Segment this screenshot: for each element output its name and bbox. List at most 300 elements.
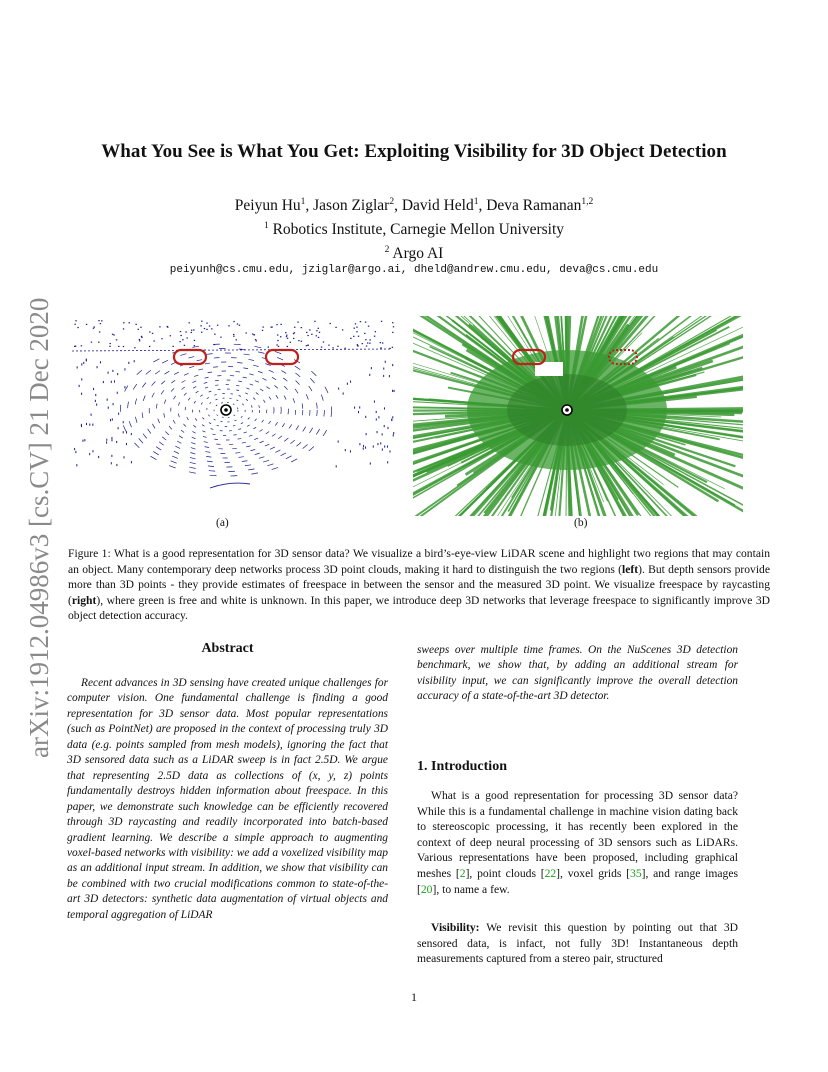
- lidar-point: [81, 424, 82, 426]
- lidar-point: [359, 443, 360, 445]
- lidar-point: [323, 341, 324, 342]
- lidar-point: [152, 333, 153, 334]
- lidar-point: [369, 343, 370, 344]
- lidar-point: [131, 433, 132, 435]
- lidar-point: [116, 441, 117, 443]
- lidar-point: [285, 332, 286, 333]
- lidar-point: [268, 346, 269, 347]
- lidar-point: [182, 339, 183, 340]
- lidar-point: [277, 334, 278, 335]
- lidar-point: [74, 324, 75, 325]
- lidar-point: [214, 334, 215, 335]
- lidar-point: [96, 404, 97, 406]
- lidar-point: [149, 346, 150, 347]
- lidar-point: [343, 392, 344, 394]
- lidar-point: [101, 320, 102, 321]
- lidar-point: [384, 445, 385, 447]
- lidar-point: [332, 347, 333, 348]
- lidar-point: [172, 346, 173, 347]
- lidar-point: [81, 345, 82, 346]
- lidar-point: [309, 329, 310, 330]
- lidar-point: [118, 346, 119, 347]
- lidar-point: [366, 433, 367, 435]
- lidar-point: [245, 332, 246, 333]
- lidar-point: [194, 340, 195, 341]
- lidar-point: [123, 421, 124, 423]
- text-run: (x, y, z): [308, 769, 353, 782]
- lidar-point: [365, 416, 366, 418]
- lidar-point: [336, 465, 337, 467]
- lidar-point: [344, 348, 345, 349]
- lidar-point: [161, 338, 162, 339]
- lidar-point: [370, 462, 371, 464]
- lidar-point: [82, 440, 83, 442]
- lidar-point: [342, 329, 343, 330]
- lidar-point: [392, 416, 393, 418]
- lidar-point: [188, 322, 189, 323]
- citation-link[interactable]: 22: [544, 866, 557, 880]
- lidar-point: [330, 323, 331, 324]
- lidar-point: [286, 335, 287, 336]
- lidar-point: [392, 390, 393, 392]
- lidar-point: [237, 323, 238, 324]
- citation-link[interactable]: 20: [420, 882, 433, 896]
- text-run: ], voxel grids [: [556, 866, 631, 880]
- lidar-point: [98, 320, 99, 321]
- lidar-point: [111, 455, 112, 457]
- lidar-point: [262, 326, 263, 327]
- lidar-point: [280, 324, 281, 325]
- lidar-point: [306, 332, 307, 333]
- lidar-point: [153, 340, 154, 341]
- lidar-point: [206, 323, 207, 324]
- freespace-plot: [413, 316, 743, 516]
- lidar-point: [358, 336, 359, 337]
- lidar-point: [382, 448, 383, 450]
- lidar-point: [375, 331, 376, 332]
- lidar-point: [376, 411, 377, 413]
- lidar-point: [92, 450, 93, 452]
- lidar-point: [382, 342, 383, 343]
- lidar-point: [367, 342, 368, 343]
- lidar-point: [100, 323, 101, 324]
- lidar-point: [290, 342, 291, 343]
- lidar-point: [77, 327, 78, 328]
- lidar-point: [193, 329, 194, 330]
- lidar-point: [294, 332, 295, 333]
- lidar-point: [204, 328, 205, 329]
- lidar-point: [369, 339, 370, 340]
- lidar-point: [201, 321, 202, 322]
- lidar-point: [75, 451, 76, 453]
- lidar-point: [106, 439, 107, 441]
- text-run: ], and range images [: [417, 866, 739, 896]
- lidar-point: [378, 416, 379, 418]
- lidar-point: [254, 334, 255, 335]
- text-run: points fundamentally destroys hidden information about freespace. In this paper, we demonstrate such knowledge can be efficiently recovered through 3D raycasting and readily incorporated into batch-based gradient learning. We describe a simple approach to augmenting voxel-based networks with visibility: we add a voxelized visibility map as an additional input stream. In addition, we show that visibility can be combined with two crucial modifications common to state-of-the-art 3D detectors: synthetic data augmentation of virtual objects and temporal aggregation of LiDAR: [67, 769, 389, 921]
- lidar-point: [297, 322, 298, 323]
- lidar-point: [316, 330, 317, 331]
- arxiv-stamp-text: arXiv:1912.04986v3 [cs.CV] 21 Dec 2020: [24, 297, 54, 758]
- lidar-point: [392, 332, 393, 333]
- highlight-region-2: [266, 350, 298, 364]
- lidar-point: [294, 327, 295, 328]
- lidar-point: [194, 345, 195, 346]
- lidar-point: [337, 346, 338, 347]
- lidar-point: [110, 343, 111, 344]
- lidar-point: [149, 331, 150, 332]
- lidar-point: [366, 345, 367, 346]
- lidar-point: [338, 388, 339, 390]
- lidar-point: [355, 323, 356, 324]
- lidar-point: [301, 341, 302, 342]
- author-affiliation-sup: 1: [473, 197, 479, 207]
- lidar-point: [389, 375, 390, 377]
- lidar-point: [86, 359, 87, 361]
- lidar-point: [103, 381, 104, 383]
- lidar-point: [360, 321, 361, 322]
- lidar-point: [381, 321, 382, 322]
- lidar-point: [117, 392, 118, 394]
- arxiv-stamp: [14, 280, 58, 760]
- lidar-point: [94, 326, 95, 327]
- lidar-point: [116, 464, 117, 466]
- lidar-point: [364, 333, 365, 334]
- lidar-point: [124, 368, 125, 370]
- lidar-point: [256, 340, 257, 341]
- lidar-point: [394, 390, 395, 392]
- lidar-point: [383, 375, 384, 377]
- lidar-point: [353, 336, 354, 337]
- abstract-heading: Abstract: [201, 641, 254, 656]
- lidar-point: [179, 341, 180, 342]
- lidar-point: [75, 346, 76, 347]
- lidar-point: [135, 324, 136, 325]
- lidar-point: [387, 427, 388, 429]
- page-number: 1: [411, 990, 417, 1004]
- lidar-point: [95, 400, 96, 402]
- lidar-point: [384, 407, 385, 409]
- lidar-point: [385, 361, 386, 363]
- lidar-point: [107, 399, 108, 401]
- lidar-point: [123, 431, 124, 433]
- lidar-point: [391, 419, 392, 421]
- lidar-point: [75, 320, 76, 321]
- lidar-point: [131, 461, 132, 463]
- text-run: ], to name a few.: [432, 882, 510, 896]
- lidar-point: [200, 325, 201, 326]
- lidar-point: [393, 434, 394, 436]
- lidar-point: [86, 423, 87, 425]
- author-affiliation-sup: 2: [389, 197, 395, 207]
- introduction-heading: 1. Introduction: [417, 759, 507, 774]
- lidar-point: [301, 327, 302, 328]
- lidar-point: [359, 406, 360, 408]
- lidar-point: [319, 332, 320, 333]
- lidar-point: [368, 326, 369, 327]
- visibility-lead: Visibility:: [431, 921, 480, 934]
- lidar-point: [387, 461, 388, 463]
- lidar-point: [363, 448, 364, 450]
- bold-text: left: [622, 562, 639, 576]
- lidar-point: [298, 340, 299, 341]
- author-name: David Held: [401, 197, 474, 215]
- lidar-point: [380, 342, 381, 343]
- lidar-point: [86, 324, 87, 325]
- lidar-point: [93, 388, 94, 390]
- highlight-region-1: [174, 350, 206, 364]
- lidar-point: [92, 424, 93, 426]
- lidar-point: [134, 360, 135, 362]
- lidar-point: [186, 337, 187, 338]
- lidar-point: [79, 385, 80, 387]
- lidar-point: [220, 337, 221, 338]
- author-emails: peiyunh@cs.cmu.edu, jziglar@argo.ai, dheld@andrew.cmu.edu, deva@cs.cmu.edu: [169, 264, 659, 276]
- lidar-point: [280, 336, 281, 337]
- lidar-point: [201, 332, 202, 333]
- lidar-point: [167, 327, 168, 328]
- lidar-point: [271, 326, 272, 327]
- lidar-point: [233, 334, 234, 335]
- lidar-point: [307, 335, 308, 336]
- lidar-point: [100, 361, 101, 363]
- lidar-point: [318, 337, 319, 338]
- lidar-point: [383, 368, 384, 370]
- lidar-point: [356, 327, 357, 328]
- lidar-point: [140, 327, 141, 328]
- lidar-point: [108, 372, 109, 374]
- author-name: Peiyun Hu: [234, 197, 301, 215]
- lidar-point: [139, 339, 140, 340]
- lidar-point: [185, 331, 186, 332]
- lidar-point: [108, 407, 109, 409]
- lidar-point: [374, 400, 375, 402]
- text-run: Recent advances in 3D sensing have created unique challenges for computer vision. One fundamental challenge is finding a good representation for 3D sensor data. Most popular representations (such as PointNet) are proposed in the context of processing truly 3D data (e.g. points sampled from mesh models), ignoring the fact that 3D sensored data such as a LiDAR sweep is in fact 2.5D. We argue that representing 2.5D data as collections of: [67, 677, 388, 782]
- lidar-point: [328, 345, 329, 346]
- lidar-point: [287, 346, 288, 347]
- lidar-point: [380, 347, 381, 348]
- lidar-point: [217, 325, 218, 326]
- lidar-point: [307, 345, 308, 346]
- lidar-point: [252, 333, 253, 334]
- lidar-point: [376, 418, 377, 420]
- lidar-point: [316, 335, 317, 336]
- lidar-point: [123, 322, 124, 323]
- lidar-point: [357, 345, 358, 346]
- lidar-point: [114, 380, 115, 382]
- text-run: What is a good representation for processing 3D sensor data? While this is a fundamental challenge in machine vision dating back to stereoscopic processing, it has recently been explored in the context of deep neural processing of 3D sensors such as LiDARs. Various representations have been proposed, including graphical meshes [: [417, 789, 738, 880]
- lidar-point: [109, 346, 110, 347]
- lidar-point: [357, 344, 358, 345]
- lidar-point: [335, 327, 336, 328]
- lidar-point: [93, 328, 94, 329]
- lidar-point: [392, 347, 393, 348]
- lidar-point: [365, 322, 366, 323]
- lidar-point: [363, 445, 364, 447]
- lidar-point: [233, 336, 234, 337]
- lidar-point: [314, 321, 315, 322]
- lidar-point: [211, 328, 212, 329]
- lidar-point: [377, 431, 378, 433]
- citation-link[interactable]: 2: [459, 866, 466, 880]
- lidar-point: [112, 334, 113, 335]
- lidar-points-plot: [70, 316, 400, 516]
- lidar-point: [276, 324, 277, 325]
- lidar-point: [384, 425, 385, 427]
- lidar-point: [124, 386, 125, 388]
- lidar-point: [123, 346, 124, 347]
- affiliation-1: $^1$ Robotics Institute, Carnegie Mellon University: [263, 221, 565, 239]
- lidar-point: [134, 347, 135, 348]
- lidar-point: [111, 462, 112, 464]
- lidar-point: [236, 339, 237, 340]
- lidar-point: [180, 331, 181, 332]
- lidar-point: [89, 424, 90, 426]
- lidar-point: [74, 448, 75, 450]
- lidar-point: [350, 338, 351, 339]
- lidar-point: [365, 447, 366, 449]
- lidar-point: [356, 331, 357, 332]
- lidar-point: [278, 346, 279, 347]
- figure-caption: [68, 546, 770, 624]
- lidar-point: [392, 322, 393, 323]
- author-list: Peiyun Hu$^1$, Jason Ziglar$^2$, David Held$^1$, Deva Ramanan$^{1,2}$: [234, 197, 594, 215]
- lidar-point: [111, 439, 112, 441]
- figure-label-a: (a): [216, 517, 229, 529]
- lidar-arc: [210, 483, 250, 488]
- lidar-point: [170, 335, 171, 336]
- lidar-point: [76, 464, 77, 466]
- lidar-point: [350, 450, 351, 452]
- lidar-point: [111, 437, 112, 439]
- sensor-origin-dot: [565, 408, 569, 412]
- author-name: Jason Ziglar: [313, 197, 390, 215]
- lidar-point: [106, 441, 107, 443]
- lidar-point: [128, 362, 129, 364]
- lidar-point: [95, 394, 96, 396]
- lidar-point: [89, 453, 90, 455]
- lidar-point: [393, 326, 394, 327]
- text-run: ). But depth sensors provide more than 3D points - they provide estimates of freespace in between the sensor and the measured 3D point. We visualize freespace by raycasting (: [68, 562, 770, 607]
- text-run: Figure 1: What is a good representation for 3D sensor data? We visualize a bird’s-eye-view LiDAR scene and highlight two regions that may contain an object. Many contemporary deep networks process 3D point clouds, making it hard to distinguish the two regions (: [68, 547, 770, 576]
- lidar-point: [83, 362, 84, 364]
- lidar-point: [338, 440, 339, 442]
- affiliation-2: $^2$ Argo AI: [384, 245, 444, 263]
- lidar-point: [126, 443, 127, 445]
- lidar-point: [112, 370, 113, 372]
- lidar-point: [347, 383, 348, 385]
- lidar-point: [380, 442, 381, 444]
- building-edge-line: [72, 349, 390, 351]
- lidar-point: [233, 321, 234, 322]
- lidar-point: [277, 340, 278, 341]
- lidar-point: [129, 322, 130, 323]
- lidar-point: [118, 427, 119, 429]
- lidar-point: [262, 330, 263, 331]
- lidar-point: [124, 456, 125, 458]
- citation-link[interactable]: 35: [630, 866, 642, 880]
- lidar-point: [81, 393, 82, 395]
- lidar-point: [371, 367, 372, 369]
- lidar-point: [111, 381, 112, 383]
- lidar-point: [180, 335, 181, 336]
- lidar-point: [159, 326, 160, 327]
- lidar-point: [113, 403, 114, 405]
- figure-panel-b: [413, 316, 743, 516]
- lidar-point: [97, 366, 98, 368]
- lidar-point: [358, 411, 359, 413]
- lidar-point: [91, 342, 92, 343]
- lidar-point: [374, 336, 375, 337]
- lidar-point: [392, 364, 393, 366]
- lidar-point: [141, 337, 142, 338]
- lidar-point: [293, 338, 294, 339]
- lidar-point: [116, 339, 117, 340]
- lidar-point: [228, 325, 229, 326]
- lidar-point: [362, 343, 363, 344]
- lidar-point: [206, 329, 207, 330]
- lidar-point: [239, 325, 240, 326]
- paper-title: What You See is What You Get: Exploiting Visibility for 3D Object Detection: [101, 141, 727, 162]
- lidar-point: [84, 439, 85, 441]
- lidar-point: [112, 418, 113, 420]
- lidar-point: [141, 336, 142, 337]
- lidar-point: [345, 449, 346, 451]
- abstract-continuation: sweeps over multiple time frames. On the NuScenes 3D detection benchmark, we show that, by adding an additional stream for visibility input, we can significantly improve the overall detection accuracy of a state-of-the-art 3D detector.: [417, 644, 738, 703]
- lidar-point: [377, 443, 378, 445]
- author-name: Deva Ramanan: [486, 197, 582, 215]
- lidar-point: [389, 450, 390, 452]
- introduction-paragraph-1: [417, 788, 738, 897]
- lidar-point: [113, 334, 114, 335]
- lidar-point: [98, 342, 99, 343]
- lidar-point: [318, 328, 319, 329]
- lidar-point: [287, 338, 288, 339]
- lidar-point: [99, 331, 100, 332]
- author-affiliation-sup: 1,2: [581, 197, 594, 207]
- author-affiliation-sup: 1: [300, 197, 306, 207]
- lidar-point: [81, 378, 82, 380]
- figure-label-b: (b): [574, 517, 588, 529]
- lidar-point: [191, 332, 192, 333]
- lidar-point: [255, 339, 256, 340]
- lidar-point: [350, 381, 351, 383]
- lidar-point: [117, 373, 118, 375]
- lidar-point: [382, 433, 383, 435]
- lidar-point: [306, 345, 307, 346]
- sensor-origin-dot: [224, 408, 228, 412]
- lidar-point: [393, 432, 394, 434]
- lidar-point: [126, 431, 127, 433]
- lidar-point: [321, 346, 322, 347]
- text-run: ], point clouds [: [465, 866, 545, 880]
- lidar-point: [81, 363, 82, 365]
- lidar-point: [365, 339, 366, 340]
- author-block: [60, 192, 768, 264]
- lidar-point: [387, 445, 388, 447]
- lidar-point: [118, 413, 119, 415]
- lidar-point: [354, 407, 355, 409]
- lidar-point: [191, 330, 192, 331]
- bold-text: right: [71, 593, 97, 607]
- lidar-point: [91, 414, 92, 416]
- lidar-point: [123, 328, 124, 329]
- lidar-point: [98, 456, 99, 458]
- abstract-body: [67, 676, 388, 923]
- lidar-point: [369, 374, 370, 376]
- text-run: ), where green is free and white is unknown. In this paper, we introduce deep 3D networks that leverage freespace to significantly improve 3D object detection accuracy.: [68, 593, 770, 622]
- lidar-point: [77, 366, 78, 368]
